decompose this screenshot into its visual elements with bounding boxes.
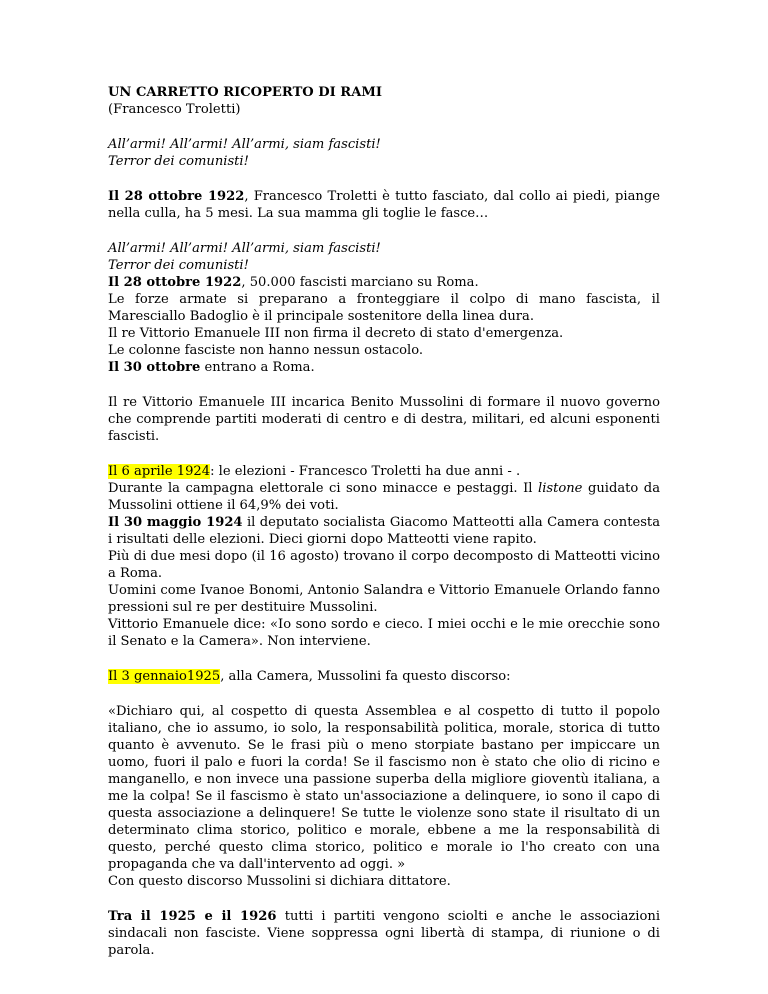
speech-quote: «Dichiaro qui, al cospetto di questa Assemblea e al cospetto di tutto il popolo italiano, che io assumo, io solo, la responsabilità politica, morale, storica di tutto quanto è avvenuto. Se le frasi più o meno storpiate bastano per impiccare un uomo, fuori il palo e fuori la corda! Se il fascismo non è stato che olio di ricino e manganello, e non invece una passione superba della migliore gioventù italiana, a me la colpa! Se il fascismo è stato un'associazione a delinquere, io sono il capo di questa associazione a delinquere! Se tutte le violenze sono state il risultato di un determinato clima storico, politico e morale, ebbene a me la responsabilità di questo, perché questo clima storico, politico e morale io l'ho creato con una propaganda che va dall'intervento ad oggi. » [108, 704, 660, 872]
paragraph-text: Più di due mesi dopo (il 16 agosto) trovano il corpo decomposto di Matteotti vicino a Roma. [108, 549, 660, 581]
paragraph-text: tutti i partiti vengono sciolti e anche le associazioni sindacali non fasciste. Viene soppressa ogni libertà di stampa, di riunione o di parola. [108, 909, 661, 958]
document-author: (Francesco Troletti) [108, 102, 241, 117]
paragraph-text: Le colonne fasciste non hanno nessun ostacolo. [108, 343, 424, 358]
chant-block [108, 136, 660, 170]
paragraph-dissolution [108, 908, 660, 959]
paragraph-text: Il re Vittorio Emanuele III non firma il decreto di stato d'emergenza. [108, 326, 564, 341]
listone-term: listone [538, 481, 583, 496]
chant-line-1: All’armi! All’armi! All’armi, siam fascisti! [108, 241, 381, 256]
document-title: UN CARRETTO RICOPERTO DI RAMI [108, 85, 382, 100]
date-heading: Il 30 ottobre [108, 360, 201, 375]
paragraph-speech-intro [108, 668, 660, 685]
paragraph-text: , alla Camera, Mussolini fa questo discorso: [220, 669, 511, 684]
paragraph-speech [108, 703, 660, 890]
date-heading: Il 28 ottobre 1922 [108, 275, 242, 290]
paragraph-march [108, 240, 660, 376]
date-heading: Il 28 ottobre 1922 [108, 189, 245, 204]
paragraph-text: , 50.000 fascisti marciano su Roma. [241, 275, 479, 290]
paragraph-text: Le forze armate si preparano a fronteggiare il colpo di mano fascista, il Maresciallo Badoglio è il principale sostenitore della linea dura. [108, 292, 660, 324]
chant-line-2: Terror dei comunisti! [108, 258, 249, 273]
paragraph-elections: Il 6 aprile 1924: le elezioni - Francesco Troletti ha due anni - . Durante la campagna elettorale ci sono minacce e pestaggi. Il listone guidato da Mussolini ottiene il 64,9% dei voti. Il 30 maggio 1924 il deputato socialista Giacomo Matteotti alla Camera contesta i risultati delle elezioni. Dieci giorni dopo Matteotti viene rapito. Più di due mesi dopo (il 16 agosto) trovano il corpo decomposto di Matteotti vicino a Roma. Uomini come Ivanoe Bonomi, Antonio Salandra e Vittorio Emanuele Orlando fanno pressioni sul re per destituire Mussolini. Vittorio Emanuele dice: «Io sono sordo e cieco. I miei occhi e le mie orecchie sono il Senato e la Camera». Non interviene. [108, 464, 660, 649]
paragraph-government: Il re Vittorio Emanuele III incarica Benito Mussolini di formare il nuovo governo che comprende partiti moderati di centro e di destra, militari, ed alcuni esponenti fascisti. [108, 395, 660, 444]
date-heading: Tra il 1925 e il 1926 [108, 909, 277, 924]
paragraph-text: Uomini come Ivanoe Bonomi, Antonio Salandra e Vittorio Emanuele Orlando fanno pressioni sul re per destituire Mussolini. [108, 583, 660, 615]
paragraph-text: , Francesco Troletti è tutto fasciato, dal collo ai piedi, piange nella culla, ha 5 mesi. La sua mamma gli toglie le fasce… [108, 189, 660, 221]
highlighted-date: Il 6 aprile 1924 [108, 464, 211, 479]
highlighted-date: Il 3 gennaio1925 [108, 669, 221, 684]
date-heading: Il 30 maggio 1924 [108, 515, 243, 530]
paragraph-text: : le elezioni - Francesco Troletti ha due anni - . [210, 464, 521, 479]
document-page [108, 84, 660, 977]
paragraph-text: entrano a Roma. [200, 360, 315, 375]
paragraph-text: Con questo discorso Mussolini si dichiara dittatore. [108, 874, 451, 889]
title-block [108, 84, 660, 118]
paragraph-text: Vittorio Emanuele dice: «Io sono sordo e cieco. I miei occhi e le mie orecchie sono il Senato e la Camera». Non interviene. [108, 617, 660, 649]
paragraph-birth [108, 188, 660, 222]
chant-line-1: All’armi! All’armi! All’armi, siam fascisti! [108, 137, 381, 152]
chant-line-2: Terror dei comunisti! [108, 154, 249, 169]
